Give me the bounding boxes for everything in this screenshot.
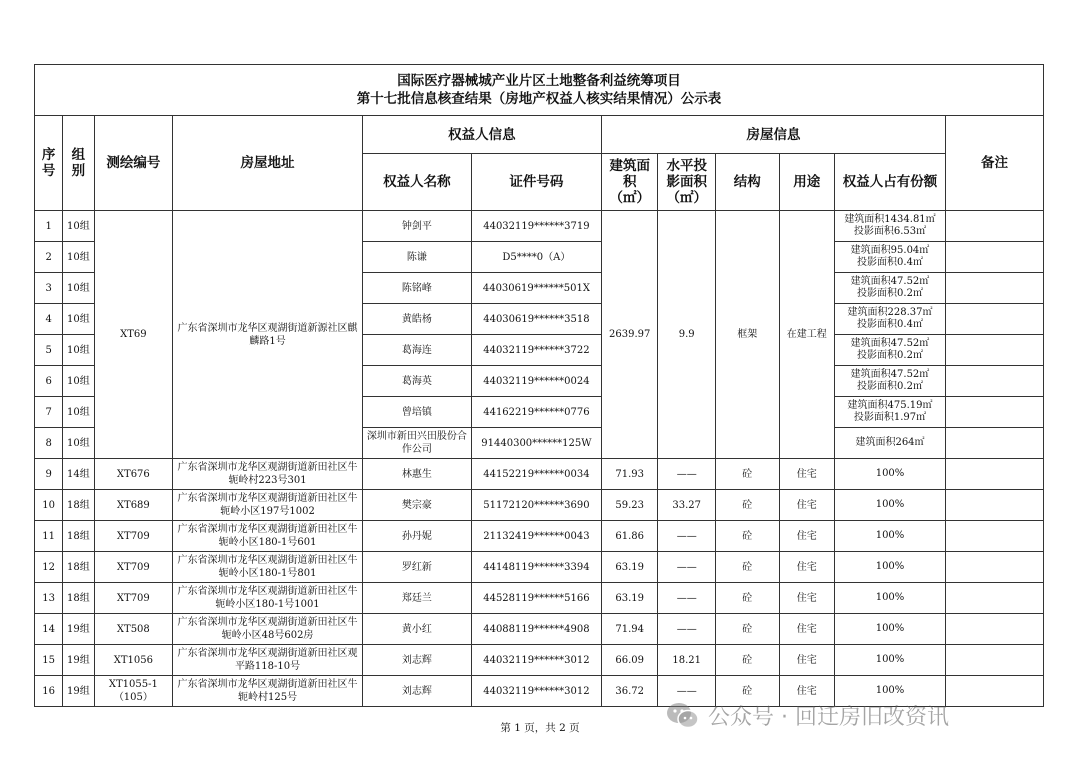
row-owner-name: 刘志辉 bbox=[362, 676, 471, 707]
table-row bbox=[35, 490, 1044, 521]
row-id-no: 44030619******3518 bbox=[471, 304, 601, 335]
row-proj-area: 18.21 bbox=[658, 645, 716, 676]
row-remark bbox=[945, 490, 1043, 521]
row-remark bbox=[945, 459, 1043, 490]
row-structure: 砼 bbox=[715, 459, 779, 490]
row-share: 100% bbox=[835, 521, 946, 552]
row-remark bbox=[945, 583, 1043, 614]
title-line-2: 第十七批信息核查结果（房地产权益人核实结果情况）公示表 bbox=[356, 91, 722, 107]
row-remark bbox=[945, 273, 1043, 304]
disclosure-table bbox=[34, 64, 1044, 707]
row-build-area: 71.94 bbox=[601, 614, 658, 645]
row-usage: 住宅 bbox=[779, 583, 834, 614]
row-share: 建筑面积47.52㎡ 投影面积0.2㎡ bbox=[835, 273, 946, 304]
row-build-area: 2639.97 bbox=[601, 211, 658, 459]
row-proj-area: —— bbox=[658, 583, 716, 614]
title-line-1: 国际医疗器械城产业片区土地整备利益统筹项目 bbox=[397, 73, 681, 89]
row-survey-no: XT689 bbox=[94, 490, 173, 521]
row-survey-no: XT508 bbox=[94, 614, 173, 645]
row-address: 广东省深圳市龙华区观湖街道新田社区观平路118-10号 bbox=[173, 645, 363, 676]
row-structure: 砼 bbox=[715, 521, 779, 552]
table-row bbox=[35, 583, 1044, 614]
table-row bbox=[35, 552, 1044, 583]
row-seq: 8 bbox=[35, 428, 63, 459]
row-id-no: 51172120******3690 bbox=[471, 490, 601, 521]
row-share: 建筑面积47.52㎡ 投影面积0.2㎡ bbox=[835, 366, 946, 397]
row-share: 100% bbox=[835, 645, 946, 676]
row-owner-name: 钟剑平 bbox=[362, 211, 471, 242]
row-seq: 6 bbox=[35, 366, 63, 397]
row-survey-no: XT69 bbox=[94, 211, 173, 459]
row-remark bbox=[945, 645, 1043, 676]
row-id-no: 44528119******5166 bbox=[471, 583, 601, 614]
row-address: 广东省深圳市龙华区观湖街道新源社区麒麟路1号 bbox=[173, 211, 363, 459]
row-group: 10组 bbox=[63, 397, 94, 428]
row-proj-area: —— bbox=[658, 614, 716, 645]
row-usage: 住宅 bbox=[779, 490, 834, 521]
row-structure: 砼 bbox=[715, 552, 779, 583]
header-seq: 序号 bbox=[35, 116, 63, 211]
row-remark bbox=[945, 397, 1043, 428]
header-owner-name: 权益人名称 bbox=[362, 154, 471, 211]
header-build-area: 建筑面积（㎡） bbox=[601, 154, 658, 211]
header-owner-info: 权益人信息 bbox=[362, 116, 601, 154]
row-structure: 框架 bbox=[715, 211, 779, 459]
row-owner-name: 陈铭峰 bbox=[362, 273, 471, 304]
row-build-area: 36.72 bbox=[601, 676, 658, 707]
header-structure: 结构 bbox=[715, 154, 779, 211]
row-seq: 11 bbox=[35, 521, 63, 552]
row-owner-name: 深圳市新田兴田股份合作公司 bbox=[362, 428, 471, 459]
row-structure: 砼 bbox=[715, 676, 779, 707]
row-survey-no: XT1056 bbox=[94, 645, 173, 676]
table-row bbox=[35, 614, 1044, 645]
row-id-no: 91440300******125W bbox=[471, 428, 601, 459]
row-structure: 砼 bbox=[715, 490, 779, 521]
row-group: 18组 bbox=[63, 583, 94, 614]
row-remark bbox=[945, 521, 1043, 552]
row-share: 100% bbox=[835, 490, 946, 521]
row-structure: 砼 bbox=[715, 614, 779, 645]
table-row bbox=[35, 645, 1044, 676]
row-owner-name: 黄皓杨 bbox=[362, 304, 471, 335]
row-proj-area: —— bbox=[658, 459, 716, 490]
header-id-no: 证件号码 bbox=[471, 154, 601, 211]
header-share: 权益人占有份额 bbox=[835, 154, 946, 211]
row-owner-name: 曾培镇 bbox=[362, 397, 471, 428]
row-seq: 13 bbox=[35, 583, 63, 614]
row-share: 建筑面积475.19㎡ 投影面积1.97㎡ bbox=[835, 397, 946, 428]
row-seq: 16 bbox=[35, 676, 63, 707]
row-owner-name: 黄小红 bbox=[362, 614, 471, 645]
row-usage: 住宅 bbox=[779, 521, 834, 552]
row-usage: 住宅 bbox=[779, 676, 834, 707]
row-remark bbox=[945, 428, 1043, 459]
row-share: 建筑面积47.52㎡ 投影面积0.2㎡ bbox=[835, 335, 946, 366]
row-address: 广东省深圳市龙华区观湖街道新田社区牛轭岭村125号 bbox=[173, 676, 363, 707]
row-owner-name: 樊宗豪 bbox=[362, 490, 471, 521]
row-remark bbox=[945, 552, 1043, 583]
row-id-no: 44152219******0034 bbox=[471, 459, 601, 490]
row-seq: 7 bbox=[35, 397, 63, 428]
row-share: 建筑面积264㎡ bbox=[835, 428, 946, 459]
row-owner-name: 刘志辉 bbox=[362, 645, 471, 676]
row-share: 100% bbox=[835, 676, 946, 707]
table-row bbox=[35, 211, 1044, 242]
row-id-no: 44032119******3719 bbox=[471, 211, 601, 242]
row-group: 10组 bbox=[63, 366, 94, 397]
row-build-area: 61.86 bbox=[601, 521, 658, 552]
row-structure: 砼 bbox=[715, 645, 779, 676]
row-seq: 10 bbox=[35, 490, 63, 521]
row-group: 10组 bbox=[63, 242, 94, 273]
row-remark bbox=[945, 366, 1043, 397]
row-id-no: 44032119******3012 bbox=[471, 676, 601, 707]
row-structure: 砼 bbox=[715, 583, 779, 614]
row-survey-no: XT676 bbox=[94, 459, 173, 490]
row-owner-name: 郑廷兰 bbox=[362, 583, 471, 614]
row-share: 建筑面积1434.81㎡ 投影面积6.53㎡ bbox=[835, 211, 946, 242]
row-owner-name: 葛海连 bbox=[362, 335, 471, 366]
table-row bbox=[35, 459, 1044, 490]
header-group: 组别 bbox=[63, 116, 94, 211]
row-usage: 住宅 bbox=[779, 614, 834, 645]
row-remark bbox=[945, 304, 1043, 335]
row-seq: 3 bbox=[35, 273, 63, 304]
row-owner-name: 罗红新 bbox=[362, 552, 471, 583]
row-survey-no: XT709 bbox=[94, 521, 173, 552]
row-seq: 9 bbox=[35, 459, 63, 490]
row-remark bbox=[945, 335, 1043, 366]
row-address: 广东省深圳市龙华区观湖街道新田社区牛轭岭村223号301 bbox=[173, 459, 363, 490]
row-group: 18组 bbox=[63, 490, 94, 521]
row-proj-area: —— bbox=[658, 676, 716, 707]
header-house-info: 房屋信息 bbox=[601, 116, 945, 154]
row-build-area: 71.93 bbox=[601, 459, 658, 490]
row-remark bbox=[945, 211, 1043, 242]
row-address: 广东省深圳市龙华区观湖街道新田社区牛轭岭小区180-1号601 bbox=[173, 521, 363, 552]
row-id-no: 44032119******3012 bbox=[471, 645, 601, 676]
row-share: 100% bbox=[835, 614, 946, 645]
row-seq: 1 bbox=[35, 211, 63, 242]
row-remark bbox=[945, 242, 1043, 273]
row-address: 广东省深圳市龙华区观湖街道新田社区牛轭岭小区197号1002 bbox=[173, 490, 363, 521]
row-seq: 15 bbox=[35, 645, 63, 676]
header-proj-area: 水平投影面积（㎡） bbox=[658, 154, 716, 211]
row-share: 建筑面积228.37㎡ 投影面积0.4㎡ bbox=[835, 304, 946, 335]
watermark-text: 公众号 · 回迁房旧改资讯 bbox=[708, 705, 949, 730]
row-build-area: 63.19 bbox=[601, 552, 658, 583]
row-group: 19组 bbox=[63, 645, 94, 676]
row-id-no: 44148119******3394 bbox=[471, 552, 601, 583]
row-share: 100% bbox=[835, 552, 946, 583]
row-id-no: 44032119******3722 bbox=[471, 335, 601, 366]
row-usage: 住宅 bbox=[779, 645, 834, 676]
row-proj-area: —— bbox=[658, 521, 716, 552]
disclosure-sheet bbox=[34, 64, 1044, 707]
row-id-no: 44032119******0024 bbox=[471, 366, 601, 397]
row-usage: 在建工程 bbox=[779, 211, 834, 459]
row-group: 19组 bbox=[63, 614, 94, 645]
row-group: 10组 bbox=[63, 211, 94, 242]
watermark bbox=[666, 700, 949, 731]
row-remark bbox=[945, 614, 1043, 645]
row-proj-area: 33.27 bbox=[658, 490, 716, 521]
row-group: 10组 bbox=[63, 335, 94, 366]
row-usage: 住宅 bbox=[779, 459, 834, 490]
row-share: 100% bbox=[835, 583, 946, 614]
row-proj-area: 9.9 bbox=[658, 211, 716, 459]
row-id-no: 21132419******0043 bbox=[471, 521, 601, 552]
row-group: 10组 bbox=[63, 273, 94, 304]
row-owner-name: 葛海英 bbox=[362, 366, 471, 397]
header-remark: 备注 bbox=[945, 116, 1043, 211]
header-address: 房屋地址 bbox=[173, 116, 363, 211]
row-owner-name: 林惠生 bbox=[362, 459, 471, 490]
row-survey-no: XT1055-1（105） bbox=[94, 676, 173, 707]
row-remark bbox=[945, 676, 1043, 707]
row-owner-name: 陈谦 bbox=[362, 242, 471, 273]
row-group: 19组 bbox=[63, 676, 94, 707]
row-owner-name: 孙丹妮 bbox=[362, 521, 471, 552]
table-title bbox=[35, 65, 1044, 116]
row-usage: 住宅 bbox=[779, 552, 834, 583]
row-seq: 4 bbox=[35, 304, 63, 335]
row-group: 18组 bbox=[63, 552, 94, 583]
row-seq: 5 bbox=[35, 335, 63, 366]
row-group: 10组 bbox=[63, 428, 94, 459]
row-id-no: 44162219******0776 bbox=[471, 397, 601, 428]
page-footer: 第 1 页，共 2 页 bbox=[500, 722, 580, 734]
row-share: 100% bbox=[835, 459, 946, 490]
row-seq: 14 bbox=[35, 614, 63, 645]
row-seq: 2 bbox=[35, 242, 63, 273]
wechat-icon bbox=[666, 702, 700, 730]
row-group: 18组 bbox=[63, 521, 94, 552]
row-survey-no: XT709 bbox=[94, 552, 173, 583]
row-address: 广东省深圳市龙华区观湖街道新田社区牛轭岭小区48号602房 bbox=[173, 614, 363, 645]
row-address: 广东省深圳市龙华区观湖街道新田社区牛轭岭小区180-1号1001 bbox=[173, 583, 363, 614]
row-survey-no: XT709 bbox=[94, 583, 173, 614]
row-id-no: D5****0（A） bbox=[471, 242, 601, 273]
row-build-area: 59.23 bbox=[601, 490, 658, 521]
row-share: 建筑面积95.04㎡ 投影面积0.4㎡ bbox=[835, 242, 946, 273]
row-group: 14组 bbox=[63, 459, 94, 490]
row-id-no: 44088119******4908 bbox=[471, 614, 601, 645]
row-address: 广东省深圳市龙华区观湖街道新田社区牛轭岭小区180-1号801 bbox=[173, 552, 363, 583]
header-survey-no: 测绘编号 bbox=[94, 116, 173, 211]
row-id-no: 44030619******501X bbox=[471, 273, 601, 304]
table-row bbox=[35, 521, 1044, 552]
row-proj-area: —— bbox=[658, 552, 716, 583]
row-group: 10组 bbox=[63, 304, 94, 335]
row-build-area: 66.09 bbox=[601, 645, 658, 676]
row-seq: 12 bbox=[35, 552, 63, 583]
row-build-area: 63.19 bbox=[601, 583, 658, 614]
header-usage: 用途 bbox=[779, 154, 834, 211]
